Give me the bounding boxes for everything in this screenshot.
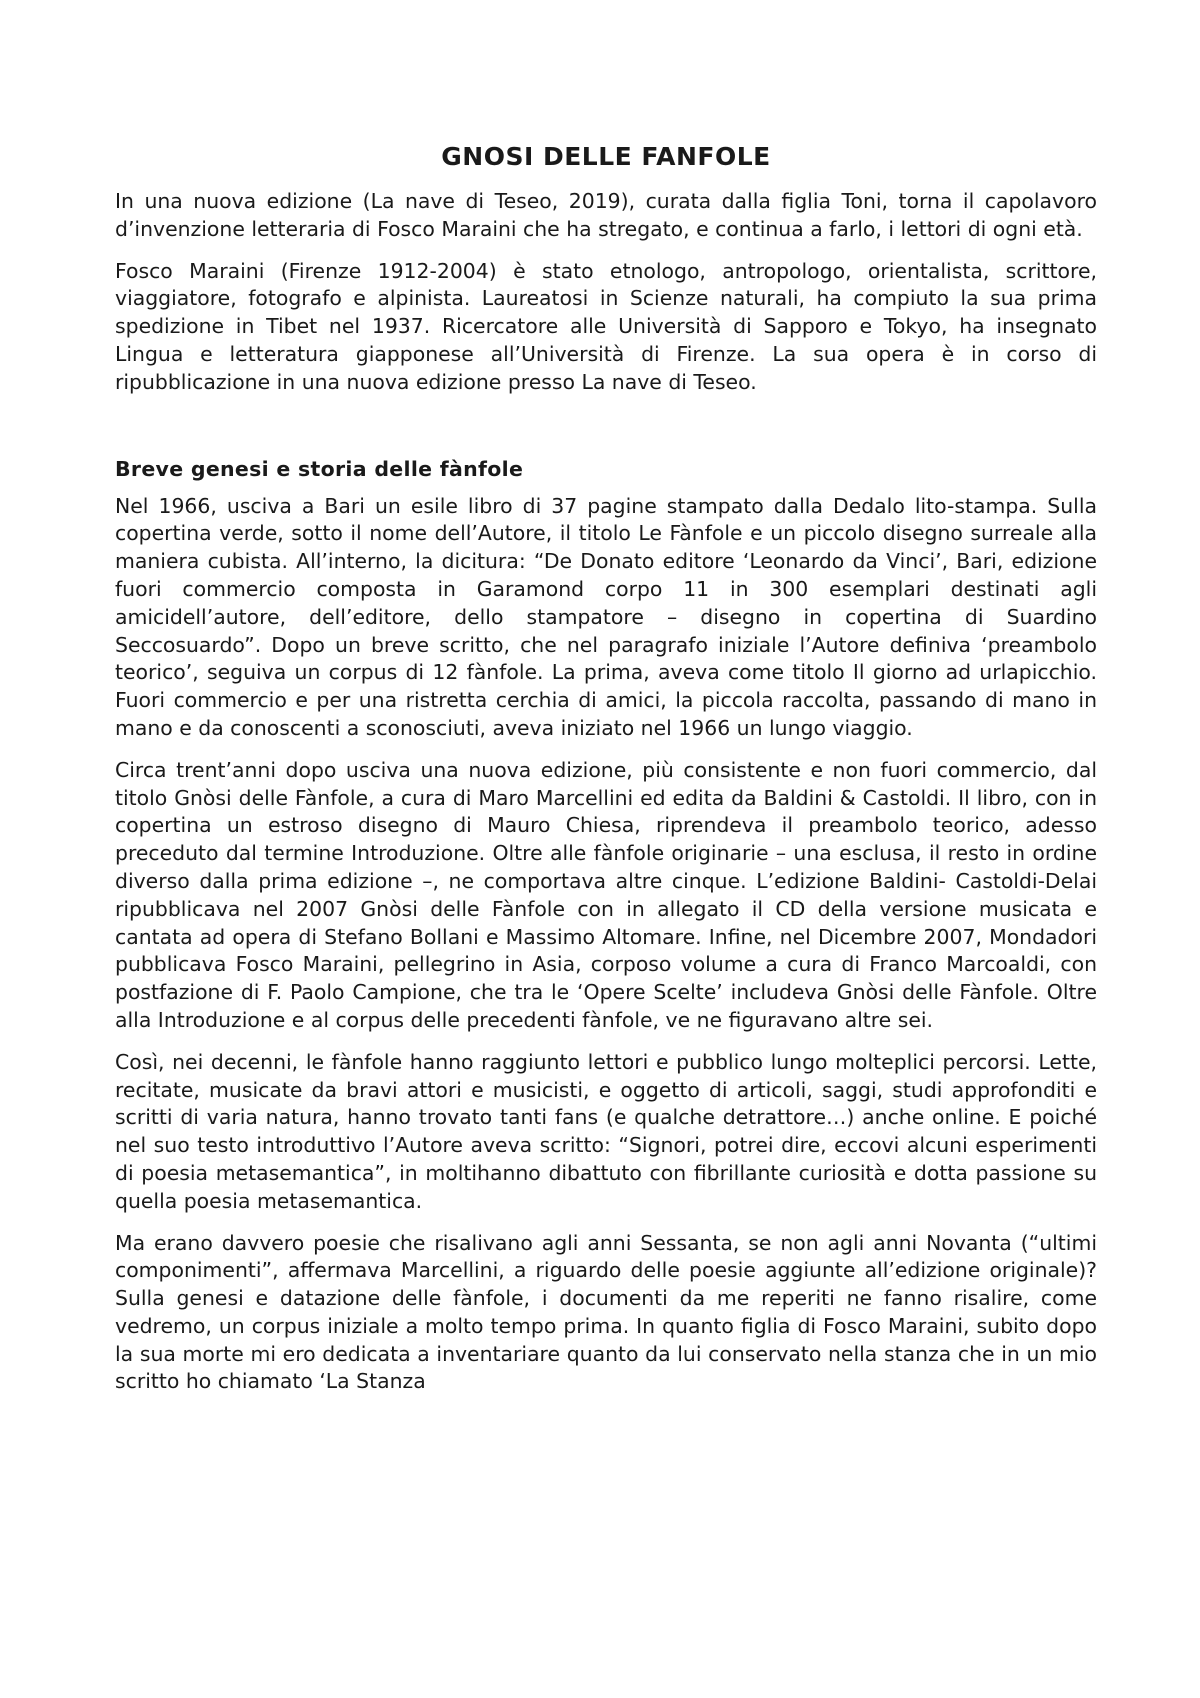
document-page (115, 140, 1097, 1410)
intro-paragraph: In una nuova edizione (La nave di Teseo, 2019), curata dalla figlia Toni, torna il capolavoro d’invenzione letteraria di Fosco Maraini che ha stregato, e continua a farlo, i lettori di ogni età. (115, 189, 1097, 241)
body-paragraph: Nel 1966, usciva a Bari un esile libro di 37 pagine stampato dalla Dedalo lito-stampa. Sulla copertina verde, sotto il nome dell’Autore, il titolo Le Fànfole e un piccolo disegno surreale alla maniera cubista. All’interno, la dicitura: “De Donato editore ‘Leonardo da Vinci’, Bari, edizione fuori commercio composta in Garamond corpo 11 in 300 esemplari destinati agli amicidell’autore, dell’editore, dello stampatore – disegno in copertina di Suardino Seccosuardo”. Dopo un breve scritto, che nel paragrafo iniziale l’Autore definiva ‘preambolo teorico’, seguiva un corpus di 12 fànfole. La prima, aveva come titolo Il giorno ad urlapicchio. Fuori commercio e per una ristretta cerchia di amici, la piccola raccolta, passando di mano in mano e da conoscenti a sconosciuti, aveva iniziato nel 1966 un lungo viaggio. (115, 493, 1097, 740)
body-paragraph: Così, nei decenni, le fànfole hanno raggiunto lettori e pubblico lungo molteplici percorsi. Lette, recitate, musicate da bravi attori e musicisti, e oggetto di articoli, saggi, studi approfonditi e scritti di varia natura, hanno trovato tanti fans (e qualche detrattore…) anche online. E poiché nel suo testo introduttivo l’Autore aveva scritto: “Signori, potrei dire, eccovi alcuni esperimenti di poesia metasemantica”, in moltihanno dibattuto con fibrillante curiosità e dotta passione su quella poesia metasemantica. (115, 1049, 1097, 1213)
body-paragraph: Circa trent’anni dopo usciva una nuova edizione, più consistente e non fuori commercio, dal titolo Gnòsi delle Fànfole, a cura di Maro Marcellini ed edita da Baldini & Castoldi. Il libro, con in copertina un estroso disegno di Mauro Chiesa, riprendeva il preambolo teorico, adesso preceduto dal termine Introduzione. Oltre alle fànfole originarie – una esclusa, il resto in ordine diverso dalla prima edizione –, ne comportava altre cinque. L’edizione Baldini- Castoldi-Delai ripubblicava nel 2007 Gnòsi delle Fànfole con in allegato il CD della versione musicata e cantata ad opera di Stefano Bollani e Massimo Altomare. Infine, nel Dicembre 2007, Mondadori pubblicava Fosco Maraini, pellegrino in Asia, corposo volume a cura di Franco Marcoaldi, con postfazione di F. Paolo Campione, che tra le ‘Opere Scelte’ includeva Gnòsi delle Fànfole. Oltre alla Introduzione e al corpus delle precedenti fànfole, ve ne figuravano altre sei. (115, 757, 1097, 1032)
section-heading: Breve genesi e storia delle fànfole (115, 456, 524, 481)
document-title: GNOSI DELLE FANFOLE (441, 142, 771, 171)
author-bio-paragraph: Fosco Maraini (Firenze 1912-2004) è stato etnologo, antropologo, orientalista, scrittore, viaggiatore, fotografo e alpinista. Laureatosi in Scienze naturali, ha compiuto la sua prima spedizione in Tibet nel 1937. Ricercatore alle Università di Sapporo e Tokyo, ha insegnato Lingua e letteratura giapponese all’Università di Firenze. La sua opera è in corso di ripubblicazione in una nuova edizione presso La nave di Teseo. (115, 258, 1097, 394)
body-paragraph: Ma erano davvero poesie che risalivano agli anni Sessanta, se non agli anni Novanta (“ultimi componimenti”, affermava Marcellini, a riguardo delle poesie aggiunte all’edizione originale)? Sulla genesi e datazione delle fànfole, i documenti da me reperiti ne fanno risalire, come vedremo, un corpus iniziale a molto tempo prima. In quanto figlia di Fosco Maraini, subito dopo la sua morte mi ero dedicata a inventariare quanto da lui conservato nella stanza che in un mio scritto ho chiamato ‘La Stanza (115, 1230, 1097, 1394)
